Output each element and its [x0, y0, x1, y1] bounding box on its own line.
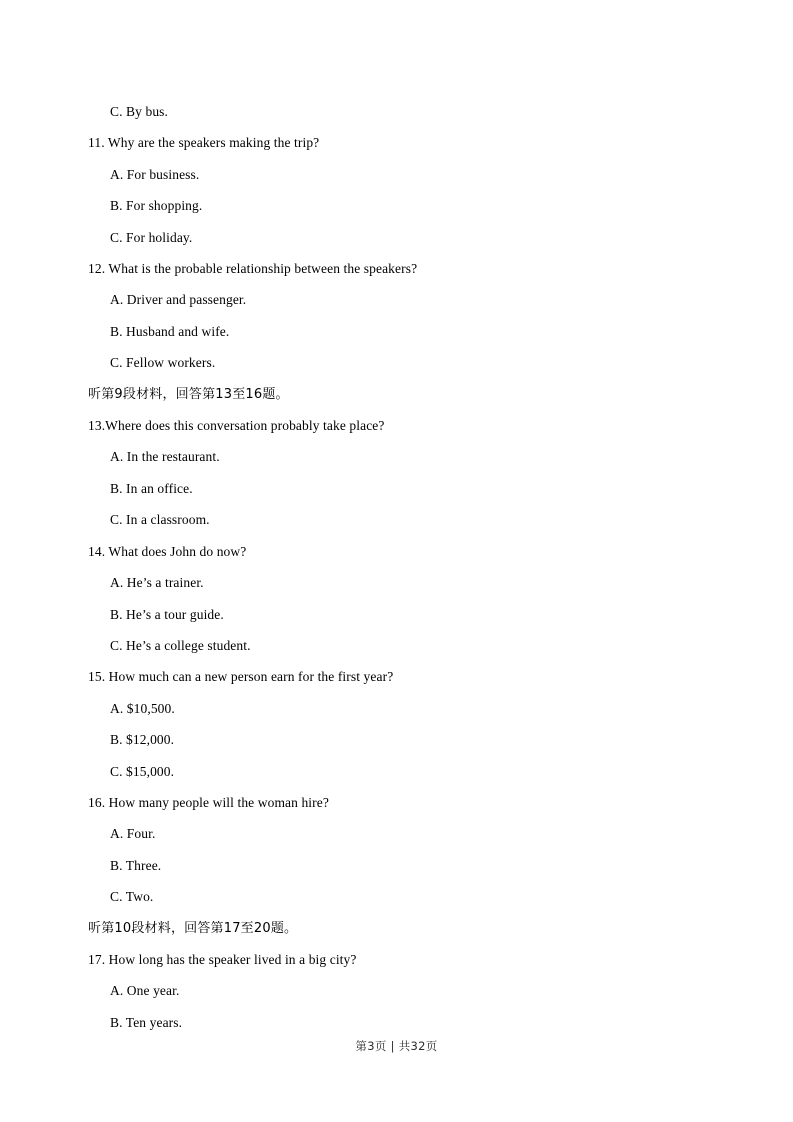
question-item: 12. What is the probable relationship between the speakers? — [88, 261, 418, 277]
answer-option: B. Three. — [110, 857, 162, 873]
answer-option: B. $12,000. — [110, 732, 175, 748]
question-item: 16. How many people will the woman hire? — [88, 794, 329, 810]
document-body — [88, 96, 708, 1038]
answer-option: A. In the restaurant. — [110, 449, 220, 465]
section-heading-cn: 听第9段材料，回答第13至16题。 — [88, 386, 289, 402]
answer-option: B. For shopping. — [110, 198, 203, 214]
answer-option: A. For business. — [110, 166, 200, 182]
answer-option: A. One year. — [110, 983, 180, 999]
answer-option: C. For holiday. — [110, 229, 193, 245]
question-item: 17. How long has the speaker lived in a big city? — [88, 951, 357, 967]
answer-option: A. $10,500. — [110, 700, 175, 716]
answer-option: A. He’s a trainer. — [110, 575, 204, 591]
question-item: 15. How much can a new person earn for the first year? — [88, 669, 394, 685]
answer-option: C. $15,000. — [110, 763, 175, 779]
section-heading-cn: 听第10段材料，回答第17至20题。 — [88, 920, 298, 936]
answer-option: B. Husband and wife. — [110, 323, 230, 339]
question-item: 13.Where does this conversation probably take place? — [88, 418, 385, 434]
answer-option: A. Four. — [110, 826, 156, 842]
page-footer: 第3页 | 共32页 — [355, 1039, 438, 1053]
answer-option: C. In a classroom. — [110, 512, 210, 528]
question-item: 11. Why are the speakers making the trip? — [88, 135, 320, 151]
answer-option: A. Driver and passenger. — [110, 292, 247, 308]
answer-option: B. In an office. — [110, 480, 193, 496]
answer-option: B. He’s a tour guide. — [110, 606, 224, 622]
answer-option: C. Two. — [110, 889, 154, 905]
answer-option: B. Ten years. — [110, 1014, 183, 1030]
question-item: 14. What does John do now? — [88, 543, 247, 559]
answer-option: C. He’s a college student. — [110, 637, 251, 653]
answer-option: C. By bus. — [110, 104, 169, 119]
answer-option: C. Fellow workers. — [110, 355, 216, 371]
